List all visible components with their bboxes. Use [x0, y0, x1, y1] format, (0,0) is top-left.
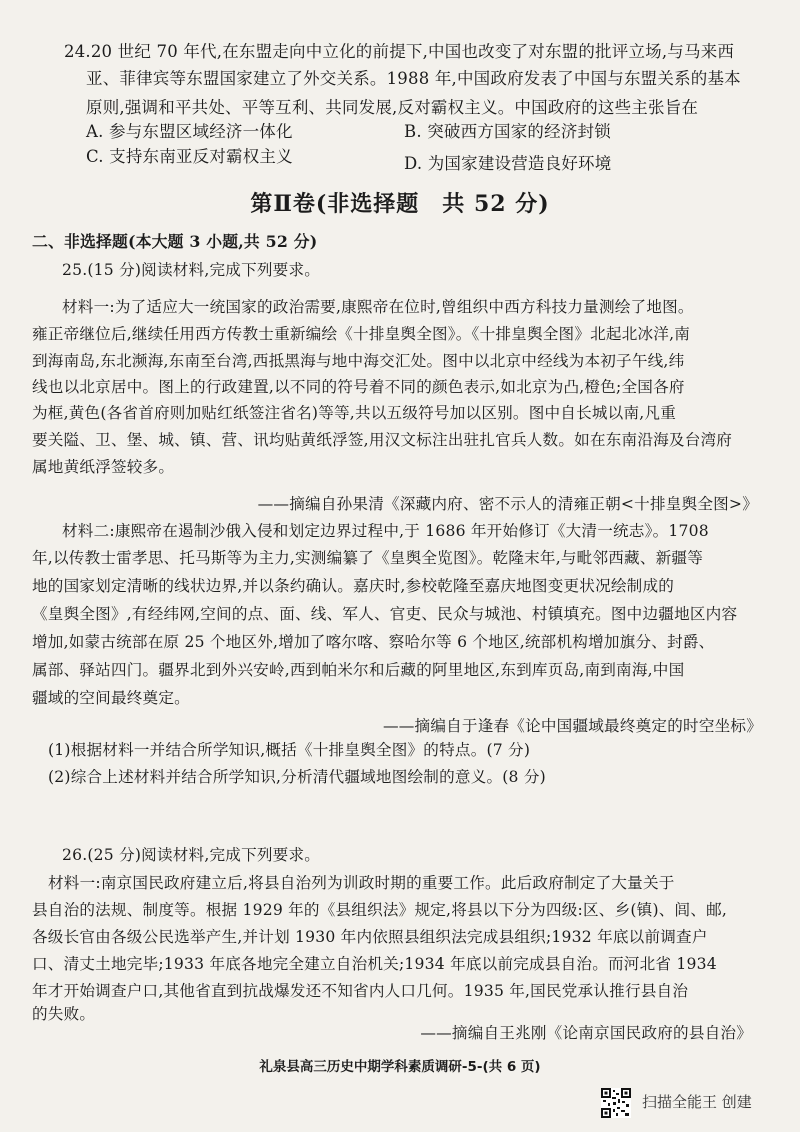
scanner-watermark: 扫描全能王 创建 [642, 1093, 752, 1111]
section-title: 第Ⅱ卷(非选择题 共 52 分) [250, 191, 550, 217]
q26-material1-line-4: 口、清丈土地完毕;1933 年底各地完全建立自治机关;1934 年底以前完成县自治。而河北省 1934 [32, 955, 717, 973]
q25-material1-line-7: 属地黄纸浮签较多。 [32, 458, 175, 476]
q24-option-d: D. 为国家建设营造良好环境 [404, 154, 612, 173]
q25-source2: ——摘编自于逢春《论中国疆域最终奠定的时空坐标》 [382, 717, 762, 735]
q25-prompt: 25.(15 分)阅读材料,完成下列要求。 [62, 261, 321, 279]
q26-material1-line-1: 材料一:南京国民政府建立后,将县自治列为训政时期的重要工作。此后政府制定了大量关于 [48, 874, 675, 892]
section-heading: 二、非选择题(本大题 3 小题,共 52 分) [32, 232, 318, 251]
q26-source1: ——摘编自王兆刚《论南京国民政府的县自治》 [420, 1024, 752, 1042]
q25-question-1: (1)根据材料一并结合所学知识,概括《十排皇舆全图》的特点。(7 分) [48, 741, 531, 759]
q25-material2-line-3: 地的国家划定清晰的线状边界,并以条约确认。嘉庆时,参校乾隆至嘉庆地图变更状况绘制成的 [32, 577, 675, 595]
q24-option-c: C. 支持东南亚反对霸权主义 [86, 147, 293, 166]
q25-source1: ——摘编自孙果清《深藏内府、密不示人的清雍正朝<十排皇舆全图>》 [257, 495, 758, 513]
q25-material1-line-6: 要关隘、卫、堡、城、镇、营、讯均贴黄纸浮签,用汉文标注出驻扎官兵人数。如在东南沿海及台湾府 [32, 431, 733, 449]
q24-stem-line-3: 原则,强调和平共处、平等互利、共同发展,反对霸权主义。中国政府的这些主张旨在 [86, 98, 699, 117]
q25-material1-line-2: 雍正帝继位后,继续任用西方传教士重新编绘《十排皇舆全图》。《十排皇舆全图》北起北冰洋,南 [32, 325, 691, 343]
q24-stem-line-1: 24.20 世纪 70 年代,在东盟走向中立化的前提下,中国也改变了对东盟的批评立场,与马来西 [64, 42, 735, 61]
q24-option-a: A. 参与东盟区域经济一体化 [86, 122, 293, 141]
q25-material2-line-6: 属部、驿站四门。疆界北到外兴安岭,西到帕米尔和后藏的阿里地区,东到库页岛,南到南海,中国 [32, 661, 685, 679]
q25-material1-line-5: 为框,黄色(各省首府则加贴红纸签注省名)等等,共以五级符号加以区别。图中自长城以南,凡重 [32, 404, 676, 422]
page-footer: 礼泉县高三历史中期学科素质调研-5-(共 6 页) [259, 1059, 541, 1075]
q26-material1-line-2: 县自治的法规、制度等。根据 1929 年的《县组织法》规定,将县以下分为四级:区、乡(镇)、闾、邮, [32, 901, 728, 919]
q26-prompt: 26.(25 分)阅读材料,完成下列要求。 [62, 846, 321, 864]
q25-material2-line-1: 材料二:康熙帝在遏制沙俄入侵和划定边界过程中,于 1686 年开始修订《大清一统志》。1708 [62, 522, 709, 540]
q25-material1-line-3: 到海南岛,东北濒海,东南至台湾,西抵黑海与地中海交汇处。图中以北京中经线为本初子午线,纬 [32, 352, 685, 370]
q26-material1-line-6: 的失败。 [32, 1005, 96, 1023]
q25-material2-line-2: 年,以传教士雷孝思、托马斯等为主力,实测编纂了《皇舆全览图》。乾隆末年,与毗邻西藏、新疆等 [32, 549, 704, 567]
q25-material1-line-4: 线也以北京居中。图上的行政建置,以不同的符号着不同的颜色表示,如北京为凸,橙色;全国各府 [32, 378, 685, 396]
q26-material1-line-5: 年才开始调查户口,其他省直到抗战爆发还不知省内人口几何。1935 年,国民党承认推行县自治 [32, 982, 689, 1000]
q25-material2-line-4: 《皇舆全图》,有经纬网,空间的点、面、线、军人、官吏、民众与城池、村镇填充。图中边疆地区内容 [32, 605, 738, 623]
qr-code-icon [601, 1088, 631, 1118]
q26-material1-line-3: 各级长官由各级公民选举产生,并计划 1930 年内依照县组织法完成县组织;1932 年底以前调查户 [32, 928, 708, 946]
q25-material2-line-5: 增加,如蒙古统部在原 25 个地区外,增加了喀尔喀、察哈尔等 6 个地区,统部机构增加旗分、封爵、 [32, 633, 715, 651]
q25-question-2: (2)综合上述材料并结合所学知识,分析清代疆域地图绘制的意义。(8 分) [48, 768, 546, 786]
q25-material2-line-7: 疆域的空间最终奠定。 [32, 689, 190, 707]
q24-option-b: B. 突破西方国家的经济封锁 [404, 122, 611, 141]
q25-material1-line-1: 材料一:为了适应大一统国家的政治需要,康熙帝在位时,曾组织中西方科技力量测绘了地图。 [62, 298, 694, 316]
q24-stem-line-2: 亚、菲律宾等东盟国家建立了外交关系。1988 年,中国政府发表了中国与东盟关系的基本 [86, 69, 741, 88]
